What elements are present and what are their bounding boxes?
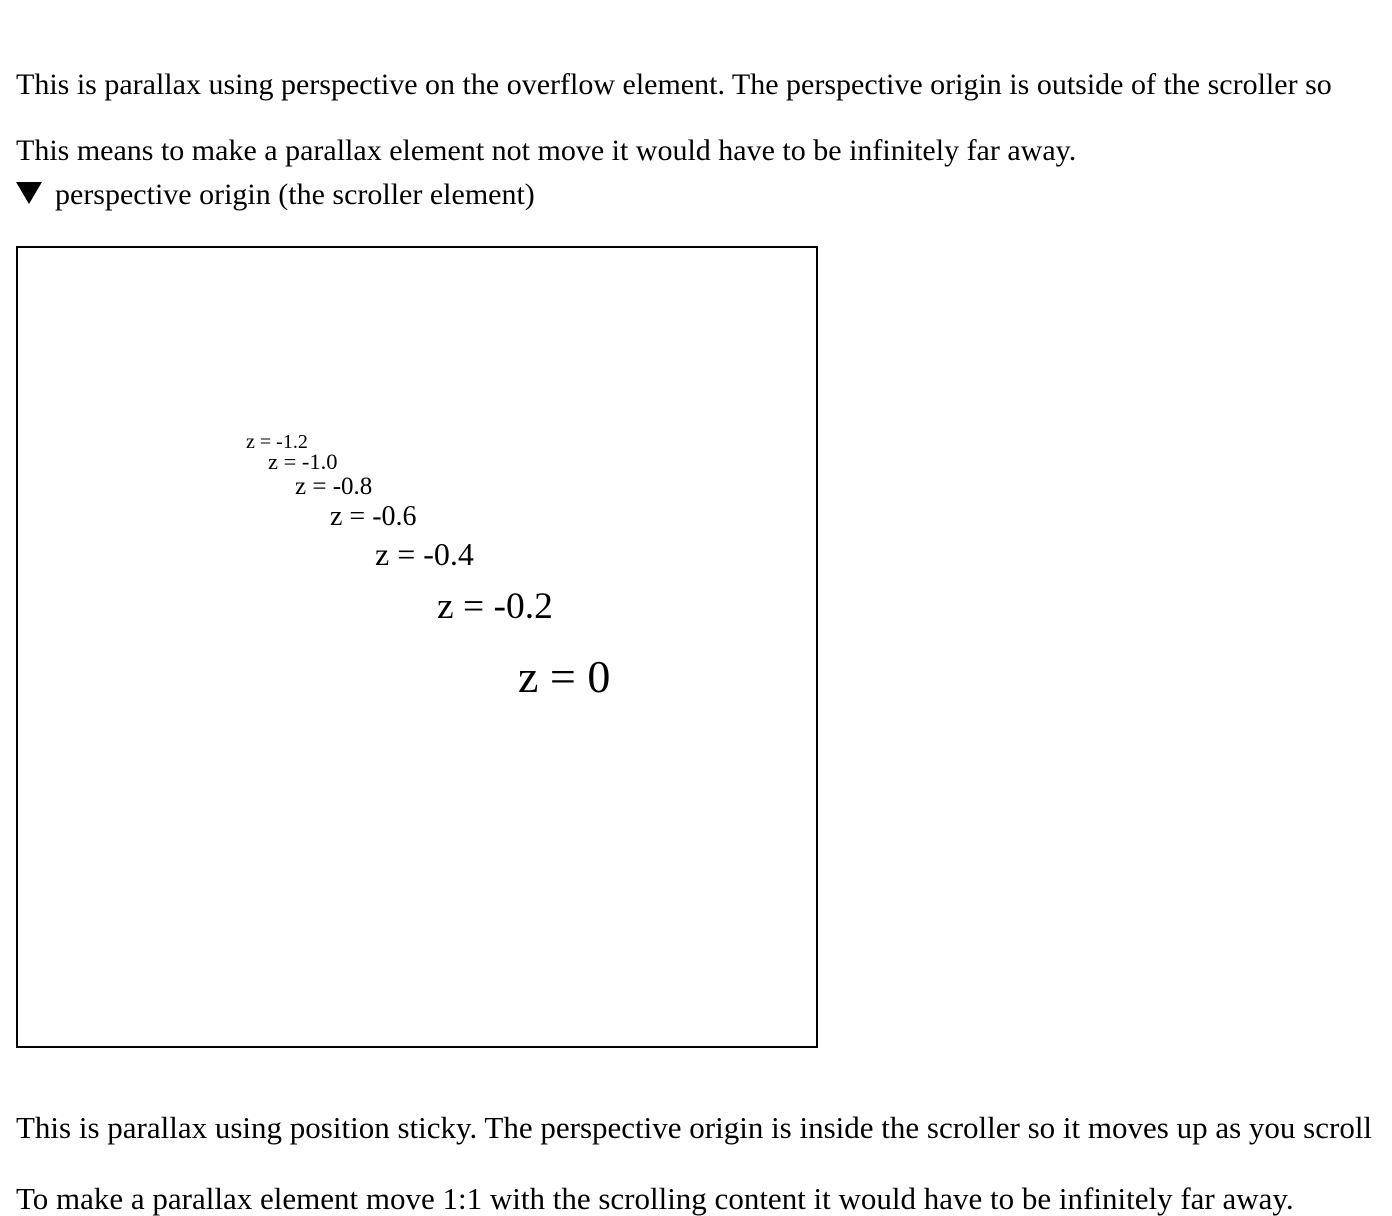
intro-paragraph-1: This is parallax using perspective on the overflow element. The perspective origin is outside of the scroller so [16, 68, 1332, 101]
z-label-zero: z = 0 [518, 651, 611, 702]
z-label-minus-1-2: z = -1.2 [246, 431, 308, 453]
perspective-origin-marker-row [16, 180, 535, 210]
perspective-origin-label: perspective origin (the scroller element) [55, 178, 535, 211]
z-label-minus-0-6: z = -0.6 [330, 501, 417, 532]
intro-paragraph-2: This means to make a parallax element not move it would have to be infinitely far away. [16, 134, 1077, 167]
parallax-scroller-box[interactable] [16, 246, 818, 1048]
outro-paragraph-1: This is parallax using position sticky. The perspective origin is inside the scroller so it moves up as you scroll [16, 1110, 1373, 1145]
z-label-minus-0-8: z = -0.8 [295, 473, 373, 500]
down-triangle-icon [16, 182, 42, 204]
z-label-minus-0-2: z = -0.2 [437, 586, 553, 627]
z-label-minus-0-4: z = -0.4 [375, 536, 474, 572]
outro-paragraph-2: To make a parallax element move 1:1 with the scrolling content it would have to be infinitely far away. [16, 1181, 1294, 1216]
z-label-minus-1-0: z = -1.0 [268, 449, 338, 474]
